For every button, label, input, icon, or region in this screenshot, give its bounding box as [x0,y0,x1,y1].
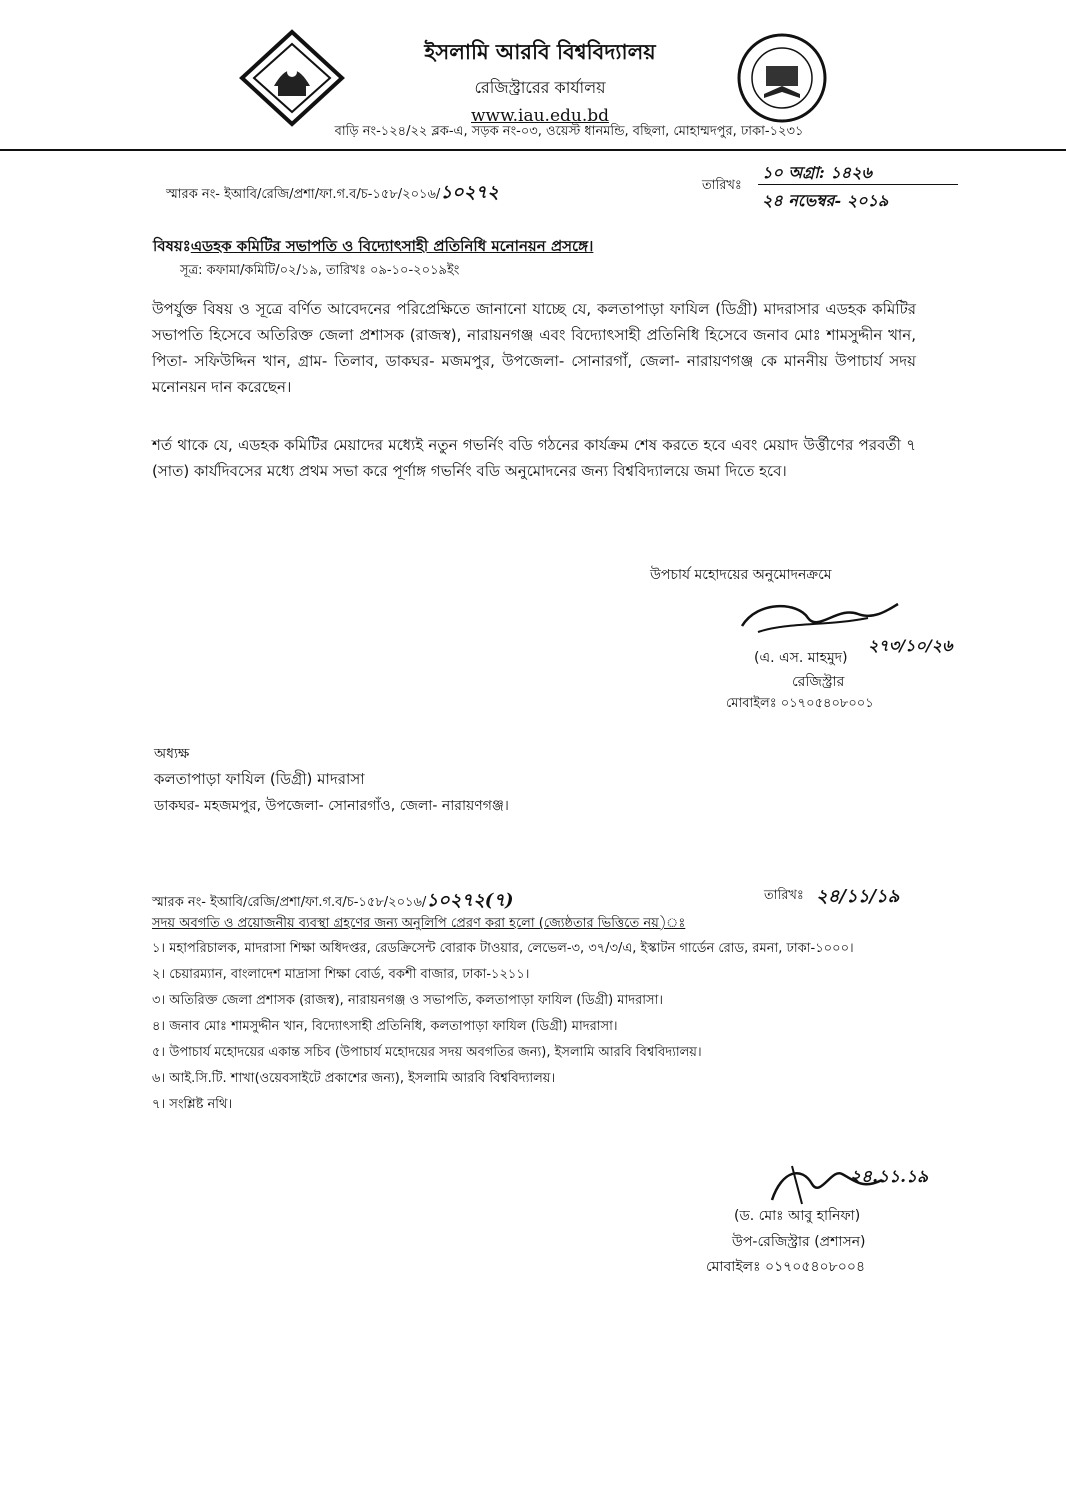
body-paragraph-2: শর্ত থাকে যে, এডহক কমিটির মেয়াদের মধ্যেই নতুন গভর্নিং বডি গঠনের কার্যক্রম শেষ করতে হবে এবং মেয়াদ উর্ত্তীণের পরবর্তী ৭ (সাত) কার্যদিবসের মধ্যে প্রথম সভা করে পূর্ণাঙ্গ গভর্নিং বডি অনুমোদনের জন্য বিশ্ববিদ্যালয়ে জমা দিতে হবে। [152,436,916,480]
copy-item-7: ৭। সংশ্লিষ্ট নথি। [152,1097,233,1112]
university-name: ইসলামি আরবি বিশ্ববিদ্যালয় [424,40,656,64]
copy-date-label: তারিখঃ [764,888,804,903]
subject-reference: সূত্র: কফামা/কমিটি/০২/১৯, তারিখঃ ০৯-১০-২০১৯ইং [180,263,460,278]
copy-item-2: ২। চেয়ারম্যান, বাংলাদেশ মাদ্রাসা শিক্ষা বোর্ড, বকশী বাজার, ঢাকা-১২১১। [152,967,530,982]
memo-date-rule [758,184,958,185]
deputy-signature-date: ২৪.১১.১৯ [850,1167,929,1187]
memo-ref [166,178,499,209]
memo-ref-label: স্মারক নং- ইআবি/রেজি/প্রশা/ফা.গ.ব/চ-১৫৮/২০১৬/ [166,187,441,202]
registrar-mobile: মোবাইলঃ ০১৭০৫৪০৮০০১ [726,696,874,711]
copy-list [152,938,922,1115]
recipient-institution: কলতাপাড়া ফাযিল (ডিগ্রী) মাদরাসা [154,770,365,788]
subject-line [153,235,593,260]
copy-item-4: ৪। জনাব মোঃ শামসুদ্দীন খান, বিদ্যোৎসাহী প্রতিনিধি, কলতাপাড়া ফাযিল (ডিগ্রী) মাদরাসা। [152,1019,618,1034]
copy-ref-number: ১০২৭২(৭) [426,890,514,911]
copy-ref [152,886,514,917]
deputy-mobile: মোবাইলঃ ০১৭০৫৪০৮০০৪ [706,1259,866,1275]
subject-label: বিষয়ঃ [153,237,191,255]
copy-date: ২৪/১১/১৯ [816,886,900,907]
copy-item-3: ৩। অতিরিক্ত জেলা প্রশাসক (রাজস্ব), নারায়নগঞ্জ ও সভাপতি, কলতাপাড়া ফাযিল (ডিগ্রী) মাদরাসা। [152,993,664,1008]
registrar-title: রেজিস্ট্রার [792,674,845,690]
recipient-title: অধ্যক্ষ [154,746,190,762]
header-divider [0,149,1066,151]
registrar-name: (এ. এস. মাহমুদ) [754,650,848,666]
registrar-signature-date: ২৭৩/১০/২৬ [868,636,953,655]
copy-heading: সদয় অবগতি ও প্রয়োজনীয় ব্যবস্থা গ্রহণের জন্য অনুলিপি প্রেরণ করা হলো (জ্যেষ্ঠতার ভিত্তিতে নয়)ঃ [152,916,686,931]
recipient-address: ডাকঘর- মহজমপুর, উপজেলা- সোনারগাঁও, জেলা- নারায়ণগঞ্জ। [154,798,509,814]
copy-item-1: ১। মহাপরিচালক, মাদরাসা শিক্ষা অধিদপ্তর, রেডক্রিসেন্ট বোরাক টাওয়ার, লেভেল-৩, ৩৭/৩/এ, ইস্কাটন গার্ডেন রোড, রমনা, ঢাকা-১০০০। [152,941,854,956]
copy-item-5: ৫। উপাচার্য মহোদয়ের একান্ত সচিব (উপাচার্য মহোদয়ের সদয় অবগতির জন্য), ইসলামি আরবি বিশ্ববিদ্যালয়। [152,1045,702,1060]
memo-ref-number: ১০২৭২ [440,182,499,203]
address-line: বাড়ি নং-১২৪/২২ ব্লক-এ, সড়ক নং-০৩, ওয়েস্ট ধানমন্ডি, বছিলা, মোহাম্মদপুর, ঢাকা-১২৩১ [334,124,804,139]
memo-date-label: তারিখঃ [702,178,742,193]
subject-text: এডহক কমিটির সভাপতি ও বিদ্যোৎসাহী প্রতিনিধি মনোনয়ন প্রসঙ্গে। [190,237,594,255]
deputy-title: উপ-রেজিস্ট্রার (প্রশাসন) [732,1234,866,1250]
deputy-name: (ড. মোঃ আবু হানিফা) [734,1208,861,1224]
memo-date-line1: ১০ অগ্রা: ১৪২৬ [762,163,872,182]
body-paragraph-1: উপর্যুক্ত বিষয় ও সূত্রে বর্ণিত আবেদনের পরিপ্রেক্ষিতে জানানো যাচ্ছে যে, কলতাপাড়া ফাযিল (ডিগ্রী) মাদরাসার এডহক কমিটির সভাপতি হিসেবে অতিরিক্ত জেলা প্রশাসক (রাজস্ব), নারায়নগঞ্জ এবং বিদ্যোৎসাহী প্রতিনিধি হিসেবে জনাব মোঃ শামসুদ্দীন খান, পিতা- সফিউদ্দিন খান, গ্রাম- তিলাব, ডাকঘর- মজমপুর, উপজেলা- সোনারগাঁ, জেলা- নারায়ণগঞ্জ কে মাননীয় উপাচার্য সদয় মনোনয়ন দান করেছেন। [152,300,916,396]
copy-ref-label: স্মারক নং- ইআবি/রেজি/প্রশা/ফা.গ.ব/চ-১৫৮/২০১৬/ [152,895,427,910]
memo-date-line2: ২৪ নভেম্বর- ২০১৯ [762,191,889,210]
copy-item-6: ৬। আই.সি.টি. শাখা(ওয়েবসাইটে প্রকাশের জন্য), ইসলামি আরবি বিশ্ববিদ্যালয়। [152,1071,556,1086]
approval-line: উপচার্য মহোদয়ের অনুমোদনক্রমে [650,567,832,583]
website-link[interactable]: www.iau.edu.bd [470,106,610,126]
office-name: রেজিস্ট্রারের কার্যালয় [474,78,606,97]
